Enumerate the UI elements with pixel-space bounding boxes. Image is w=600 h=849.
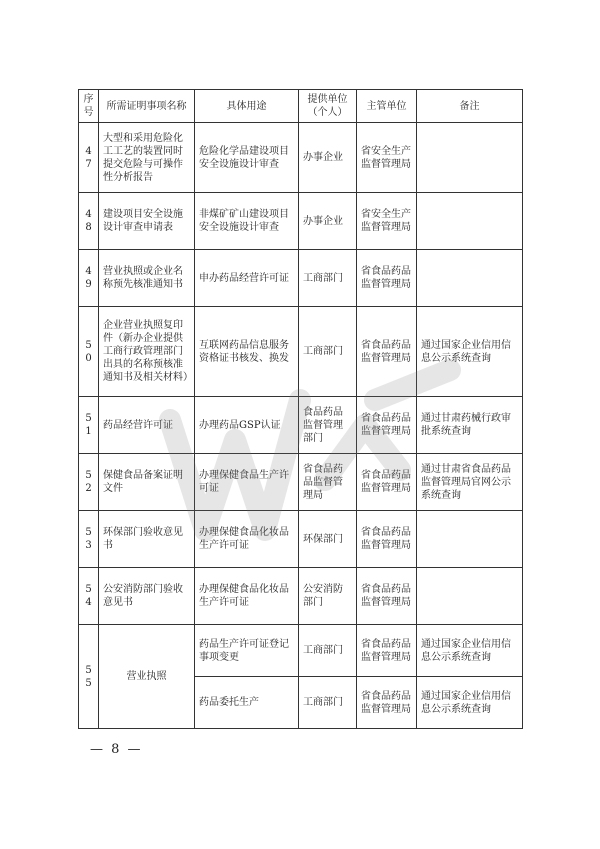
cert-cell: 保健食品备案证明文件	[99, 454, 195, 511]
cert-cell: 营业执照	[99, 625, 195, 729]
authority-cell: 省食品药品监督管理局	[357, 307, 417, 397]
usage-cell: 办理保健食品化妆品生产许可证	[195, 568, 299, 625]
cert-cell: 企业营业执照复印件（新办企业提供工商行政管理部门出具的名称预核准通知书及相关材料）	[99, 307, 195, 397]
table-row	[79, 307, 523, 397]
cert-cell: 建设项目安全设施设计审查申请表	[99, 193, 195, 250]
usage-cell: 办理保健食品化妆品生产许可证	[195, 511, 299, 568]
remark-cell: 通过国家企业信用信息公示系统查询	[417, 677, 523, 729]
seq-cell: 47	[79, 123, 99, 193]
authority-cell: 省食品药品监督管理局	[357, 625, 417, 677]
table-row	[79, 193, 523, 250]
header-usage: 具体用途	[195, 90, 299, 123]
usage-cell: 药品生产许可证登记事项变更	[195, 625, 299, 677]
remark-cell: 通过甘肃省食品药品监督管理局官网公示系统查询	[417, 454, 523, 511]
table-row	[79, 397, 523, 454]
table-row	[79, 625, 523, 677]
table-row	[79, 511, 523, 568]
seq-cell: 50	[79, 307, 99, 397]
remark-cell: 通过甘肃药械行政审批系统查询	[417, 397, 523, 454]
table-row	[79, 568, 523, 625]
usage-cell: 互联网药品信息服务资格证书核发、换发	[195, 307, 299, 397]
seq-cell: 53	[79, 511, 99, 568]
certificate-table	[78, 89, 523, 729]
provider-cell: 食品药品监督管理部门	[299, 397, 357, 454]
authority-cell: 省食品药品监督管理局	[357, 397, 417, 454]
header-remark: 备注	[417, 90, 523, 123]
header-seq: 序号	[79, 90, 99, 123]
provider-cell: 工商部门	[299, 307, 357, 397]
remark-cell	[417, 250, 523, 307]
provider-cell: 工商部门	[299, 625, 357, 677]
remark-cell	[417, 193, 523, 250]
table-row	[79, 250, 523, 307]
provider-cell: 环保部门	[299, 511, 357, 568]
seq-cell: 52	[79, 454, 99, 511]
authority-cell: 省安全生产监督管理局	[357, 123, 417, 193]
authority-cell: 省食品药品监督管理局	[357, 454, 417, 511]
provider-cell: 省食品药品监督管理局	[299, 454, 357, 511]
usage-cell: 非煤矿矿山建设项目安全设施设计审查	[195, 193, 299, 250]
authority-cell: 省安全生产监督管理局	[357, 193, 417, 250]
remark-cell	[417, 568, 523, 625]
provider-cell: 办事企业	[299, 193, 357, 250]
provider-cell: 工商部门	[299, 250, 357, 307]
cert-cell: 环保部门验收意见书	[99, 511, 195, 568]
cert-cell: 大型和采用危险化工工艺的装置同时提交危险与可操作性分析报告	[99, 123, 195, 193]
cert-cell: 公安消防部门验收意见书	[99, 568, 195, 625]
remark-cell: 通过国家企业信用信息公示系统查询	[417, 625, 523, 677]
usage-cell: 申办药品经营许可证	[195, 250, 299, 307]
table-row	[79, 123, 523, 193]
usage-cell: 办理保健食品生产许可证	[195, 454, 299, 511]
page-number: — 8 —	[90, 742, 143, 757]
usage-cell: 办理药品GSP认证	[195, 397, 299, 454]
provider-cell: 办事企业	[299, 123, 357, 193]
header-row	[79, 90, 523, 123]
seq-cell: 54	[79, 568, 99, 625]
authority-cell: 省食品药品监督管理局	[357, 568, 417, 625]
remark-cell: 通过国家企业信用信息公示系统查询	[417, 307, 523, 397]
seq-cell: 49	[79, 250, 99, 307]
seq-cell: 55	[79, 625, 99, 729]
seq-cell: 51	[79, 397, 99, 454]
remark-cell	[417, 511, 523, 568]
header-provider: 提供单位（个人）	[299, 90, 357, 123]
usage-cell: 危险化学品建设项目安全设施设计审查	[195, 123, 299, 193]
usage-cell: 药品委托生产	[195, 677, 299, 729]
authority-cell: 省食品药品监督管理局	[357, 677, 417, 729]
provider-cell: 工商部门	[299, 677, 357, 729]
authority-cell: 省食品药品监督管理局	[357, 511, 417, 568]
authority-cell: 省食品药品监督管理局	[357, 250, 417, 307]
header-authority: 主管单位	[357, 90, 417, 123]
table-row	[79, 454, 523, 511]
seq-cell: 48	[79, 193, 99, 250]
provider-cell: 公安消防部门	[299, 568, 357, 625]
cert-cell: 营业执照或企业名称预先核准通知书	[99, 250, 195, 307]
header-cert: 所需证明事项名称	[99, 90, 195, 123]
cert-cell: 药品经营许可证	[99, 397, 195, 454]
remark-cell	[417, 123, 523, 193]
